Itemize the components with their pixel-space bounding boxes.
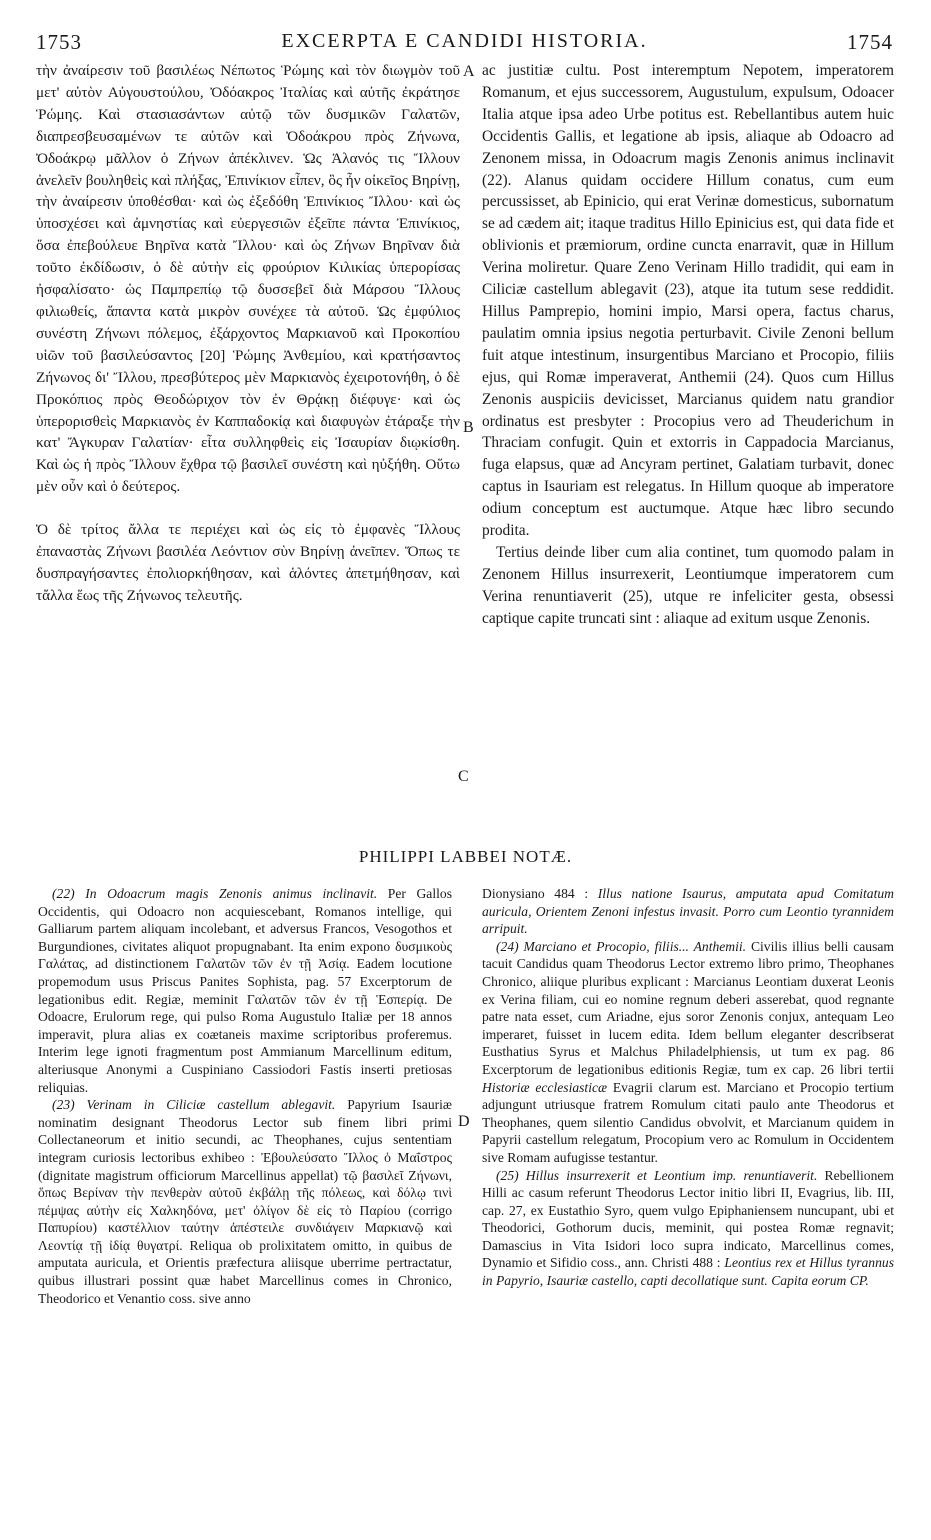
note-25-quote: Leontius rex et Hillus tyrannus in Papyrio, Isauriæ castello, capti decollatique sunt. Capita eorum CP. (482, 1255, 894, 1289)
note-23-heading: (23) Verinam in Ciliciæ castellum ablegavit. (52, 1097, 336, 1113)
note-25 (482, 1167, 894, 1290)
note-22-heading: (22) In Odoacrum magis Zenonis animus inclinavit. (52, 886, 378, 901)
note-24-heading: (24) Marciano et Procopio, filiis... Anthemii. (496, 938, 747, 954)
note-25-heading: (25) Hillus insurrexerit et Leontium imp. renuntiaverit. (496, 1167, 818, 1183)
notes-right-column (482, 885, 894, 1290)
notes-left-column (38, 885, 452, 1307)
note-23 (38, 1096, 452, 1307)
note-23-cont-plain: Dionysiano 484 : (482, 886, 589, 901)
note-24-tail: Evagrii clarum est. Marciano et Procopio tertium adjungunt utriusque fratrem Romulum citati paulo ante Theodorus et Theophanes, quem silentio Candidus obvolvit, et Marcianum quidem in Papyrii castellum relegatum, Procopium vero ac Romulum in Occidentem sive Romam aufugisse testantur. (482, 1079, 894, 1165)
note-24-body: Civilis illius belli causam tacuit Candidus quam Theodorus Lector extremo libro primo, Theophanes Chronico, aliique pluribus explicant : Marcianus Leontiam duxerat Leonis ex Verina filiam, cui eo nomine regnum deberi asserebat, quod regnante patre nata esset, cum Ariadne, ejus soror Zenonis conjux, antequam Leo imperaret, fuisset in lucem edita. Idem bellum eleganter describserat Eusthatius Syrus et Malchus Philadelphiensis, ut tum ex pag. 86 Excerptorum de legationibus editionis Regiæ, tum ex cap. 26 libri tertii (482, 938, 894, 1077)
page-number-left: 1753 (36, 30, 82, 54)
note-22-body: Per Gallos Occidentis, qui Odoacro non acquiescebant, Romanos intellige, qui Galliarum partem aliquam incolebant, et adversus Francos, Vesogothos et Burgundiones, civitates aliquot propugnabant. Ita enim expono δυσμικοὺς Γαλάτας, ad distinctionem Γαλατῶν τῶν ἐν τῇ Ἀσίᾳ. Eadem locutione propemodum usus Priscus Panites Sophista, pag. 57 Excerptorum de legationibus edit. Regiæ, meminit Γαλατῶν τῶν ἐν τῇ Ἑσπερίᾳ. De Odoacre, Erulorum rege, qui pulso Roma Augustulo Italiæ per 18 annos imperavit, plura alias ex coætaneis maxime scriptoribus proferemus. Interim lege ignoti fragmentum post Ammianum Marcellinum editum, alteriusque Anonymi a Cuspiniano Cassiodori Fastis inserti pretiosas reliquias. (38, 886, 452, 1095)
latin-column (482, 60, 894, 630)
note-24 (482, 938, 894, 1167)
margin-letter-d: D (458, 1113, 470, 1130)
page-number-right: 1754 (847, 30, 893, 54)
greek-paragraph-1: τὴν ἀναίρεσιν τοῦ βασιλέως Νέπωτος Ῥώμης καὶ τὸν διωγμὸν τοῦ μετ' αὐτὸν Αὐγουστούλου, Ὀδόακρος Ἰταλίας καὶ αὐτῆς ἐκράτησε Ῥώμης. Καὶ στασιασάντων αὐτῷ τῶν δυσμικῶν Γαλατῶν, διαπρεσβευσαμένων τε αὐτῶν καὶ Ὀδοάκρου πρὸς Ζήνωνα, Ὀδοάκρῳ μᾶλλον ὁ Ζήνων ἀπέκλινεν. Ὡς Ἀλανός τις Ἴλλουν ἀνελεῖν βουληθεὶς καὶ πλήξας, Ἐπινίκιον εἶπεν, ὃς ἦν οἰκεῖος Βηρίνῃ, τὴν ἀναίρεσιν ὑποθέσθαι· καὶ ὡς ἐξεδόθη Ἐπινίκιος Ἴλλου· καὶ ὡς ὑποσχέσει καὶ ἀμνηστίας καὶ εὐεργεσιῶν ἐξεῖπε πάντα Ἐπινίκιος, ὅσα ἐπεβούλευε Βηρῖνα κατὰ Ἴλλου· καὶ ὡς Ζήνων Βηρῖναν διὰ τοῦτο ἐκδίδωσιν, ὁ δὲ αὐτὴν εἰς φρούριον Κιλικίας ὑπερορίσας ἠσφαλίσατο· ὡς Παμπρεπίῳ τῷ δυσσεβεῖ διὰ Μάρσου Ἴλλους φιλιωθείς, ἅπαντα κατὰ μικρὸν συνέχεε τὰ αὐτοῦ. Ὡς ἐμφύλιος συνέστη Ζήνωνι πόλεμος, ἐξάρχοντος Μαρκιανοῦ καὶ Προκοπίου υἱῶν τοῦ βασιλεύσαντος [20] Ῥώμης Ἀνθεμίου, καὶ κρατήσαντος Ζήνωνος δι' Ἴλλου, πρεσβύτερος μὲν Μαρκιανὸς ἐχειροτονήθη, ὁ δὲ Προκόπιος πρὸς Θεοδώριχον τὸν ἐν Θρᾴκῃ διέφυγε· καὶ ὡς ὑπερορισθεὶς Μαρκιανὸς ἐν Καππαδοκίᾳ καὶ διαφυγὼν ἐτάραξε τὴν κατ' Ἄγκυραν Γαλατίαν· εἶτα συλληφθεὶς εἰς Ἰσαυρίαν διῳκίσθη. Καὶ ὡς ἡ πρὸς Ἴλλουν ἔχθρα τῷ βασιλεῖ συνέστη καὶ ηὐξήθη. Οὕτω μὲν οὖν καὶ ὁ δεύτερος. (36, 62, 460, 496)
margin-letter-a: A (463, 63, 475, 80)
running-header (36, 30, 893, 56)
notes-heading: PHILIPPI LABBEI NOTÆ. (358, 847, 573, 866)
note-23-cont-quote: Illus natione Isaurus, amputata apud Comitatum auricula, Orientem Zenoni infestus invasit. Porro cum Leontio tyrannidem arripuit. (482, 886, 894, 937)
margin-letter-c: C (458, 768, 469, 785)
note-23-body: Papyrium Isauriæ nominatim designant Theodorus Lector sub finem libri primi Collectaneorum et initio secundi, ac Theophanes, cujus sententiam integram curiosis lectoribus exhibeo : Ἐβουλεύσατο Ἴλλος ὁ Μαΐστρος (dignitate magistrum officiorum Marcellinus appellat) τῷ βασιλεῖ Ζήνωνι, ὅπως Βερίναν τὴν πενθερὰν αὐτοῦ ἐκβάλῃ τῆς πόλεως, καὶ δόλῳ τινὶ πέμψας αὐτὴν εἰς Χαλκηδόνα, μετ' ὀλίγον δὲ εἰς τὸ Παρίου (corrigo Παπυρίου) καστέλλιον ταύτην ἀπέστειλε συνδιάγειν Μαρκιανῷ καὶ Λεοντίᾳ τῇ ἰδίᾳ θυγατρί. Reliqua ob prolixitatem omitto, in quibus de amputata auricula, et Orientis præfectura aliisque uberrime pertractatur, quibus illustrari possint quæ habet Marcellinus comes in Chronico, Theodorico et Venantio coss. sive anno (38, 1097, 452, 1306)
greek-paragraph-2: Ὁ δὲ τρίτος ἄλλα τε περιέχει καὶ ὡς εἰς τὸ ἐμφανὲς Ἴλλους ἐπαναστὰς Ζήνωνι βασιλέα Λεόντιον σὺν Βηρίνῃ ἀνεῖπεν. Ὅπως τε δυσπραγήσαντες ἐπολιορκήθησαν, καὶ ἁλόντες ἀπετμήθησαν, καὶ τἄλλα ἕως τῆς Ζήνωνος τελευτῆς. (36, 521, 460, 604)
latin-paragraph-1: ac justitiæ cultu. Post interemptum Nepotem, imperatorem Romanum, et ejus successorem, Augustulum, expulsum, Odoacer Italia atque ipsa adeo Urbe potitus est. Rebellantibus autem huic Occidentis Gallis, et legatione ab ipsis, aliaque ab Odoacro ad Zenonem missa, in Odoacrum magis Zenonis animus inclinavit (22). Alanus quidam occidere Hillum conatus, cum eum percussisset, ab Epinicio, qui erat Verinæ domesticus, subornatum se ad cædem ait; itaque traditus Hillo Epinicius est, qui data fide et oblivionis et præmiorum, ordine cuncta enarravit, quæ in Hillum Verina moliretur. Quare Zeno Verinam Hillo tradidit, qui eam in Ciliciæ castellum ablegavit (23), atque ita tutum sese reddidit. Hillus Pamprepio, homini impio, Marsi opera, factus charus, paulatim omnia ipsius negotia perturbavit. Civile Zenoni bellum fuit atque intestinum, insurgentibus Marciano et Procopio, filiis ejus, qui Romæ imperaverat, Anthemii (24). Quos cum Hillus Zenonis auspiciis devicisset, Marcianus quidem natu grandior ordinatus est presbyter : Procopius vero ad Theuderichum in Thraciam confugit. Quin et extorris in Cappadocia Marcianus, fuga elapsus, quæ ad Ancyram pertinet, Galatiam turbavit, donec captus in Isauriam est relegatus. In Hillum quoque ab imperatore odium conceptum est auctumque. Atque hæc libro secundo prodita. (482, 62, 894, 540)
running-title: EXCERPTA E CANDIDI HISTORIA. (281, 30, 648, 52)
note-24-title: Historiæ ecclesiasticæ (482, 1079, 608, 1095)
note-22 (38, 885, 452, 1096)
latin-paragraph-2: Tertius deinde liber cum alia continet, tum quomodo palam in Zenonem Hillus insurrexerit, Leontiumque imperatorem cum Verina renuntiaverit (25), utque re infeliciter gesta, obsessi captique capite truncati sint : aliaque ad exitum usque Zenonis. (482, 543, 894, 627)
margin-letter-b: B (463, 419, 474, 436)
greek-column (36, 60, 460, 607)
note-23-continued (482, 885, 894, 938)
note-25-body: Rebellionem Hilli ac casum referunt Theodorus Lector initio libri II, Evagrius, lib. III, cap. 27, ex Eustathio Syro, quem vulgo Epiphaniensem nuncupant, ubi et Theodorici, Gothorum ducis, meminit, qui postea Romæ regnavit; Damascius in Vita Isidori loco supra indicato, Marcellinus comes, Dynamio et Sifidio coss., ann. Christi 488 : (482, 1167, 894, 1271)
